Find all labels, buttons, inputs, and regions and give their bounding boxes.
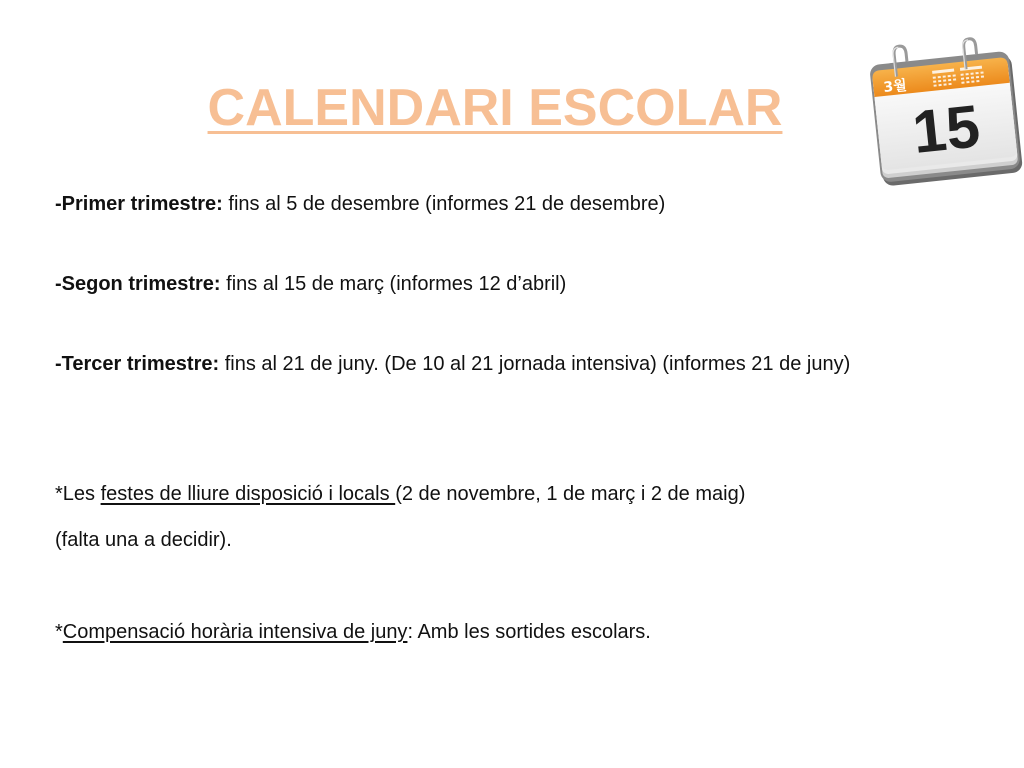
term-1 [55, 192, 665, 216]
note-holidays-line2: (falta una a decidir). [55, 529, 232, 551]
term-2-text: fins al 15 de març (informes 12 d’abril) [220, 273, 567, 295]
term-3 [55, 352, 850, 376]
term-3-text: fins al 21 de juny. (De 10 al 21 jornada intensiva) (informes 21 de juny) [219, 353, 851, 375]
note-holidays-suffix: (2 de novembre, 1 de març i 2 de maig) [395, 483, 746, 505]
term-2 [55, 272, 566, 296]
note-compensation-suffix: : Amb les sortides escolars. [407, 621, 651, 643]
note-holidays [55, 482, 745, 506]
note-holidays-prefix: *Les [55, 483, 101, 505]
slide-title: CALENDARI ESCOLAR [207, 79, 783, 137]
term-3-label: -Tercer trimestre: [55, 353, 220, 375]
note-compensation-prefix: * [55, 621, 63, 643]
calendar-day: 15 [909, 92, 983, 166]
note-compensation-underlined: Compensació horària intensiva de juny [62, 621, 408, 643]
note-holidays-underlined: festes de lliure disposició i locals [100, 483, 396, 505]
term-2-label: -Segon trimestre: [55, 273, 221, 295]
calendar-month: 3월 [882, 77, 908, 96]
term-1-label: -Primer trimestre: [55, 193, 223, 215]
term-1-text: fins al 5 de desembre (informes 21 de desembre) [222, 193, 666, 215]
calendar-icon [862, 28, 1024, 186]
note-compensation [55, 620, 651, 644]
